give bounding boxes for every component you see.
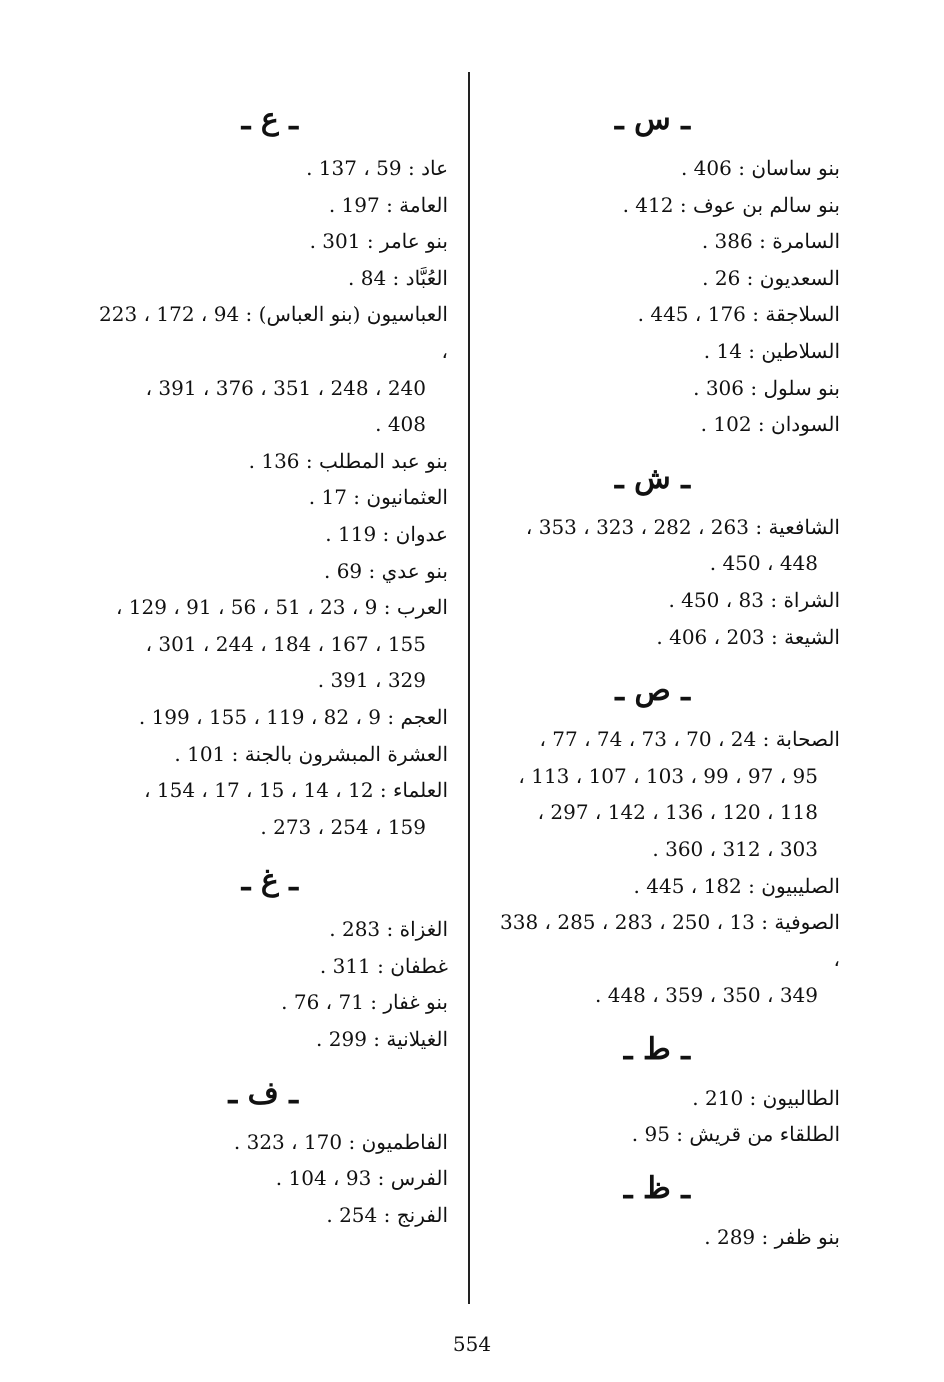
entry-continuation-line: 118 ، 120 ، 136 ، 142 ، 297 ، xyxy=(537,800,818,825)
entry-line: بنو عامر : 301 . xyxy=(309,229,448,254)
index-entry xyxy=(490,1116,840,1153)
entry-line: الفرس : 93 ، 104 . xyxy=(275,1166,448,1191)
index-entry xyxy=(98,553,448,590)
entry-line: الشافعية : 263 ، 282 ، 323 ، 353 ، xyxy=(525,514,840,539)
index-entry xyxy=(98,516,448,553)
index-entry xyxy=(98,443,448,480)
index-entry xyxy=(490,582,840,619)
entry-continuation-line: 240 ، 248 ، 351 ، 376 ، 391 ، xyxy=(145,375,426,400)
entry-line: السعديون : 26 . xyxy=(702,265,840,290)
entry-line: بنو سالم بن عوف : 412 . xyxy=(622,192,840,217)
entry-line: العجم : 9 ، 82 ، 119 ، 155 ، 199 . xyxy=(138,704,448,729)
entry-line: بنو غفار : 71 ، 76 . xyxy=(281,990,448,1015)
index-entry xyxy=(490,223,840,260)
entry-continuation-line: 408 . xyxy=(375,412,426,437)
entry-line: عدوان : 119 . xyxy=(325,521,448,546)
entry-line: الغيلانية : 299 . xyxy=(316,1027,448,1052)
index-entry xyxy=(98,1160,448,1197)
index-entry xyxy=(98,150,448,187)
index-entry xyxy=(98,736,448,773)
index-entry xyxy=(490,187,840,224)
entry-line: بنو سلول : 306 . xyxy=(693,375,840,400)
entry-continuation-line: 155 ، 167 ، 184 ، 244 ، 301 ، xyxy=(145,631,426,656)
index-entry xyxy=(490,904,840,1014)
entry-line: السامرة : 386 . xyxy=(701,229,840,254)
entry-continuation-line: 448 ، 450 . xyxy=(709,551,818,576)
entry-line: العامة : 197 . xyxy=(328,192,448,217)
section-letter-heading: ـ غ ـ xyxy=(241,863,298,899)
entry-line: السودان : 102 . xyxy=(700,412,840,437)
entry-line: السلاجقة : 176 ، 445 . xyxy=(637,302,840,327)
index-entry xyxy=(490,1219,840,1256)
section-letter-heading: ـ ش ـ xyxy=(614,460,690,496)
index-entry xyxy=(490,150,840,187)
entry-line: الغزاة : 283 . xyxy=(329,917,448,942)
entry-line: العلماء : 12 ، 14 ، 15 ، 17 ، 154 ، xyxy=(144,778,448,803)
index-entry xyxy=(490,370,840,407)
section-gap xyxy=(490,655,840,671)
index-entry xyxy=(98,1197,448,1234)
index-entry xyxy=(98,187,448,224)
right-index-column xyxy=(490,100,840,1256)
section-gap xyxy=(490,1014,840,1030)
index-entry xyxy=(98,1021,448,1058)
index-entry xyxy=(490,619,840,656)
index-entry xyxy=(490,333,840,370)
index-entry xyxy=(98,296,448,442)
index-entry xyxy=(98,479,448,516)
index-entry xyxy=(98,948,448,985)
index-entry xyxy=(98,260,448,297)
entry-line: غطفان : 311 . xyxy=(319,953,448,978)
index-entry xyxy=(98,984,448,1021)
index-entry xyxy=(98,772,448,845)
section-letter-heading: ـ ظ ـ xyxy=(623,1171,690,1207)
entry-continuation-line: 329 ، 391 . xyxy=(317,668,426,693)
entry-line: بنو عبد المطلب : 136 . xyxy=(248,448,448,473)
entry-line: الشيعة : 203 ، 406 . xyxy=(656,624,840,649)
index-entry xyxy=(98,1124,448,1161)
index-entry xyxy=(98,699,448,736)
entry-line: عاد : 59 ، 137 . xyxy=(306,156,448,180)
index-entry xyxy=(98,223,448,260)
index-entry xyxy=(490,868,840,905)
entry-line: العباسيون (بنو العباس) : 94 ، 172 ، 223 ، xyxy=(99,302,448,363)
entry-line: بنو عدي : 69 . xyxy=(323,558,448,583)
entry-line: الصوفية : 13 ، 250 ، 283 ، 285 ، 338 ، xyxy=(500,910,840,971)
index-entry xyxy=(490,406,840,443)
entry-line: الصليبيون : 182 ، 445 . xyxy=(633,873,840,898)
entry-line: الطلقاء من قريش : 95 . xyxy=(631,1122,840,1147)
section-gap xyxy=(490,1153,840,1169)
section-letter-heading: ـ ف ـ xyxy=(228,1075,298,1111)
letter-section xyxy=(490,671,840,1014)
letter-section xyxy=(98,100,448,845)
column-divider xyxy=(468,72,470,1304)
index-entry xyxy=(490,509,840,582)
index-entry xyxy=(490,1080,840,1117)
letter-section xyxy=(98,861,448,1057)
entry-line: الطالبيون : 210 . xyxy=(692,1085,840,1110)
entry-line: بنو ظفر : 289 . xyxy=(704,1225,840,1250)
entry-line: السلاطين : 14 . xyxy=(703,338,840,363)
letter-section xyxy=(490,100,840,443)
section-gap xyxy=(490,443,840,459)
section-gap xyxy=(98,845,448,861)
entry-continuation-line: 95 ، 97 ، 99 ، 103 ، 107 ، 113 ، xyxy=(518,763,818,788)
page-number: 554 xyxy=(452,1332,492,1356)
index-entry xyxy=(490,296,840,333)
entry-line: العشرة المبشرون بالجنة : 101 . xyxy=(174,741,448,766)
left-index-column xyxy=(98,100,448,1233)
entry-line: الفرنج : 254 . xyxy=(326,1202,448,1227)
letter-section xyxy=(98,1074,448,1234)
entry-line: العثمانيون : 17 . xyxy=(308,485,448,510)
entry-line: الفاطميون : 170 ، 323 . xyxy=(233,1129,448,1154)
entry-line: العرب : 9 ، 23 ، 51 ، 56 ، 91 ، 129 ، xyxy=(115,595,448,620)
index-entry xyxy=(490,260,840,297)
entry-line: العُبَّاد : 84 . xyxy=(348,265,448,290)
index-entry xyxy=(98,589,448,699)
index-entry xyxy=(490,721,840,867)
section-gap xyxy=(98,1058,448,1074)
entry-line: الصحابة : 24 ، 70 ، 73 ، 74 ، 77 ، xyxy=(539,727,840,752)
entry-line: بنو ساسان : 406 . xyxy=(680,156,840,180)
letter-section xyxy=(490,1169,840,1256)
entry-continuation-line: 303 ، 312 ، 360 . xyxy=(652,836,818,861)
section-letter-heading: ـ ع ـ xyxy=(241,102,298,137)
letter-section xyxy=(490,459,840,655)
entry-line: الشراة : 83 ، 450 . xyxy=(668,587,840,612)
section-letter-heading: ـ ط ـ xyxy=(623,1031,690,1067)
letter-section xyxy=(490,1030,840,1153)
entry-continuation-line: 349 ، 350 ، 359 ، 448 . xyxy=(595,983,818,1008)
entry-continuation-line: 159 ، 254 ، 273 . xyxy=(260,814,426,839)
section-letter-heading: ـ ص ـ xyxy=(615,673,690,709)
index-entry xyxy=(98,911,448,948)
section-letter-heading: ـ س ـ xyxy=(614,102,690,137)
